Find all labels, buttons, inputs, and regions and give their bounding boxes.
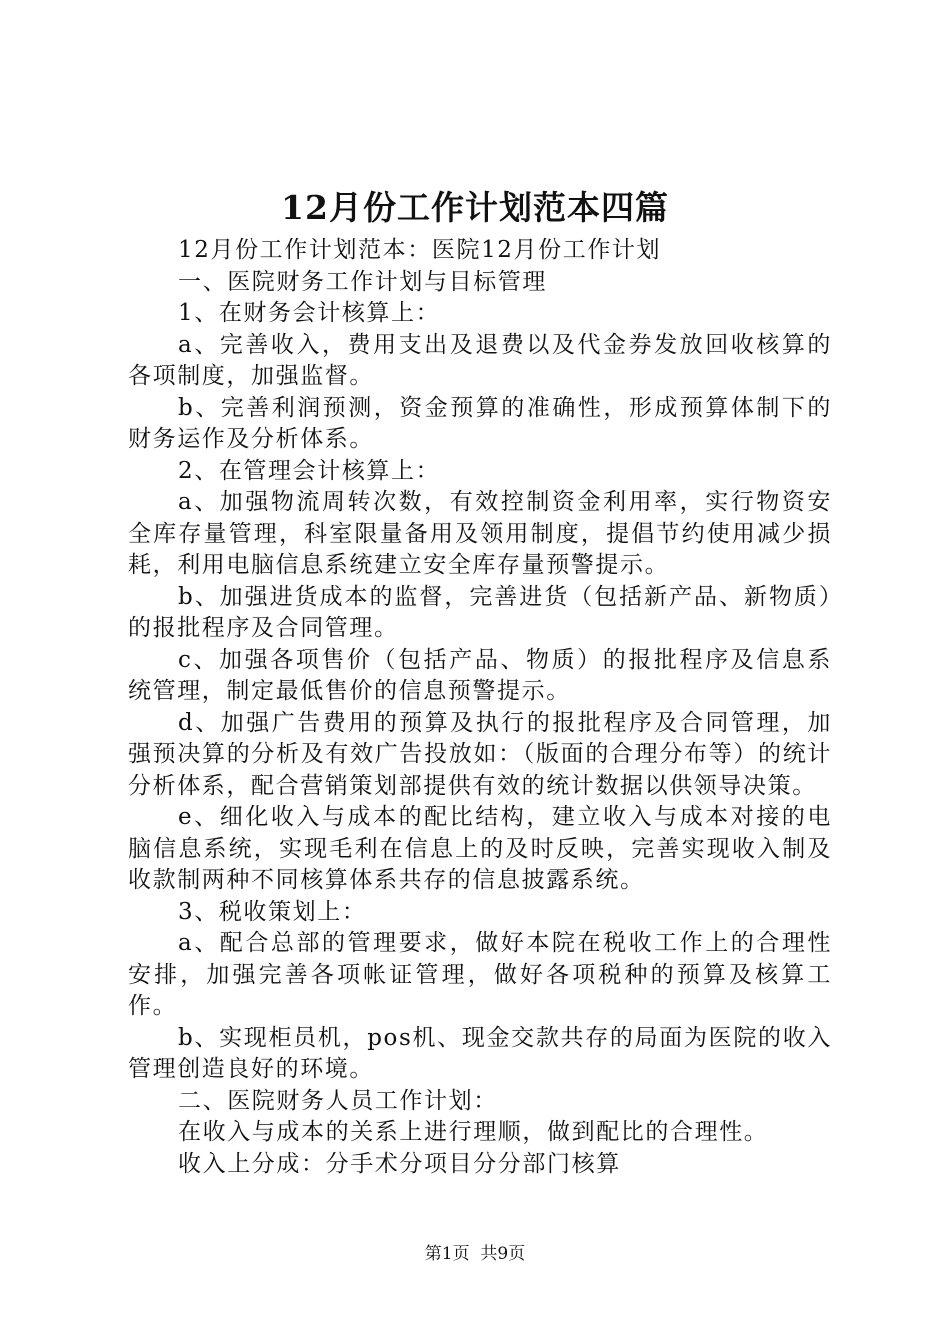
paragraph: 3、税收策划上： (178, 898, 367, 925)
paragraph: 1、在财务会计核算上： (178, 300, 441, 326)
footer-separator (470, 1244, 481, 1264)
paragraph: b、完善利润预测，资金预算的准确性，形成预算体制下的财务运作及分析体系。 (128, 394, 832, 452)
paragraph: 2、在管理会计核算上： (178, 457, 441, 484)
paragraph: b、加强进货成本的监督，完善进货（包括新产品、新物质）的报批程序及合同管理。 (128, 583, 832, 641)
paragraph: 二、医院财务人员工作计划： (178, 1087, 498, 1114)
paragraph: 在收入与成本的关系上进行理顺，做到配比的合理性。 (178, 1119, 769, 1145)
paragraph: b、实现柜员机，pos机、现金交款共存的局面为医院的收入管理创造良好的环境。 (128, 1024, 832, 1082)
paragraph: 一、医院财务工作计划与目标管理 (178, 268, 547, 295)
document-body (128, 235, 832, 1180)
paragraph: e、细化收入与成本的配比结构，建立收入与成本对接的电脑信息系统，实现毛利在信息上的及时反映，完善实现收入制及收款制两种不同核算体系共存的信息披露系统。 (128, 804, 832, 893)
page-total: 共9页 (480, 1244, 526, 1264)
page-footer (0, 1242, 950, 1266)
paragraph: a、加强物流周转次数，有效控制资金利用率，实行物资安全库存量管理，科室限量备用及领用制度，提倡节约使用减少损耗，利用电脑信息系统建立安全库存量预警提示。 (128, 489, 832, 578)
paragraph: a、配合总部的管理要求，做好本院在税收工作上的合理性安排，加强完善各项帐证管理，做好各项税种的预算及核算工作。 (128, 930, 832, 1019)
paragraph: 12月份工作计划范本：医院12月份工作计划 (178, 237, 662, 263)
paragraph: a、完善收入，费用支出及退费以及代金券发放回收核算的各项制度，加强监督。 (128, 331, 832, 389)
paragraph: d、加强广告费用的预算及执行的报批程序及合同管理，加强预决算的分析及有效广告投放如：（版面的合理分布等）的统计分析体系，配合营销策划部提供有效的统计数据以供领导决策。 (128, 709, 832, 799)
paragraph: c、加强各项售价（包括产品、物质）的报批程序及信息系统管理，制定最低售价的信息预警提示。 (128, 646, 832, 704)
page-number: 第1页 (424, 1244, 470, 1264)
document-title: 12月份工作计划范本四篇 (281, 188, 669, 227)
paragraph: 收入上分成：分手术分项目分分部门核算 (178, 1150, 621, 1177)
